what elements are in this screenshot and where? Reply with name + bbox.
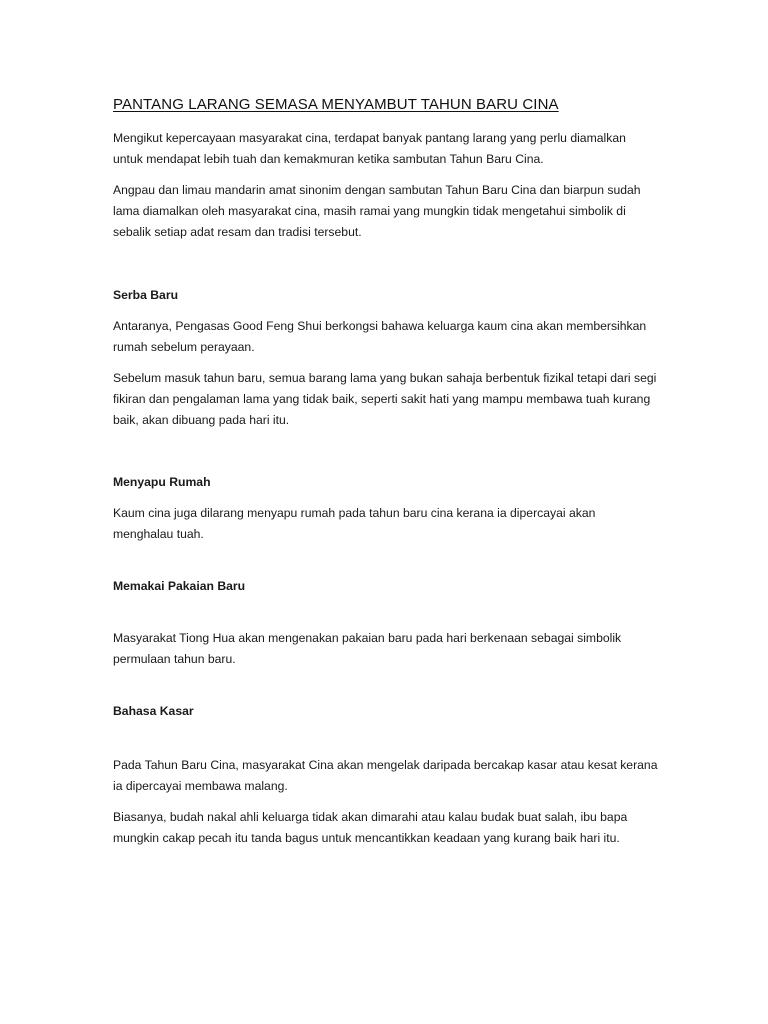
memakai-pakaian-baru-paragraph-1: Masyarakat Tiong Hua akan mengenakan pakaian baru pada hari berkenaan sebagai simbolik permulaan tahun baru. — [113, 631, 622, 666]
section-heading-bahasa-kasar: Bahasa Kasar — [113, 704, 194, 718]
section-heading-serba-baru: Serba Baru — [113, 288, 179, 302]
section-heading-memakai-pakaian-baru: Memakai Pakaian Baru — [113, 579, 246, 593]
section-heading-menyapu-rumah: Menyapu Rumah — [113, 475, 211, 489]
document-body — [113, 94, 658, 849]
bahasa-kasar-paragraph-1: Pada Tahun Baru Cina, masyarakat Cina akan mengelak daripada bercakap kasar atau kesat kerana ia dipercayai membawa malang. — [113, 758, 658, 793]
serba-baru-paragraph-2: Sebelum masuk tahun baru, semua barang lama yang bukan sahaja berbentuk fizikal tetapi dari segi fikiran dan pengalaman lama yang tidak baik, seperti sakit hati yang mampu membawa tuah kurang baik, akan dibuang pada hari itu. — [113, 371, 657, 427]
menyapu-rumah-paragraph-1: Kaum cina juga dilarang menyapu rumah pada tahun baru cina kerana ia dipercayai akan menghalau tuah. — [113, 506, 596, 541]
serba-baru-paragraph-1: Antaranya, Pengasas Good Feng Shui berkongsi bahawa keluarga kaum cina akan membersihkan rumah sebelum perayaan. — [113, 319, 647, 354]
bahasa-kasar-paragraph-2: Biasanya, budah nakal ahli keluarga tidak akan dimarahi atau kalau budak buat salah, ibu bapa mungkin cakap pecah itu tanda bagus untuk mencantikkan keadaan yang kurang baik hari itu. — [113, 810, 628, 845]
intro-paragraph-2: Angpau dan limau mandarin amat sinonim dengan sambutan Tahun Baru Cina dan biarpun sudah lama diamalkan oleh masyarakat cina, masih ramai yang mungkin tidak mengetahui simbolik di sebalik setiap adat resam dan tradisi tersebut. — [113, 183, 641, 239]
document-title: PANTANG LARANG SEMASA MENYAMBUT TAHUN BARU CINA — [113, 96, 559, 113]
intro-paragraph-1: Mengikut kepercayaan masyarakat cina, terdapat banyak pantang larang yang perlu diamalkan untuk mendapat lebih tuah dan kemakmuran ketika sambutan Tahun Baru Cina. — [113, 131, 626, 166]
